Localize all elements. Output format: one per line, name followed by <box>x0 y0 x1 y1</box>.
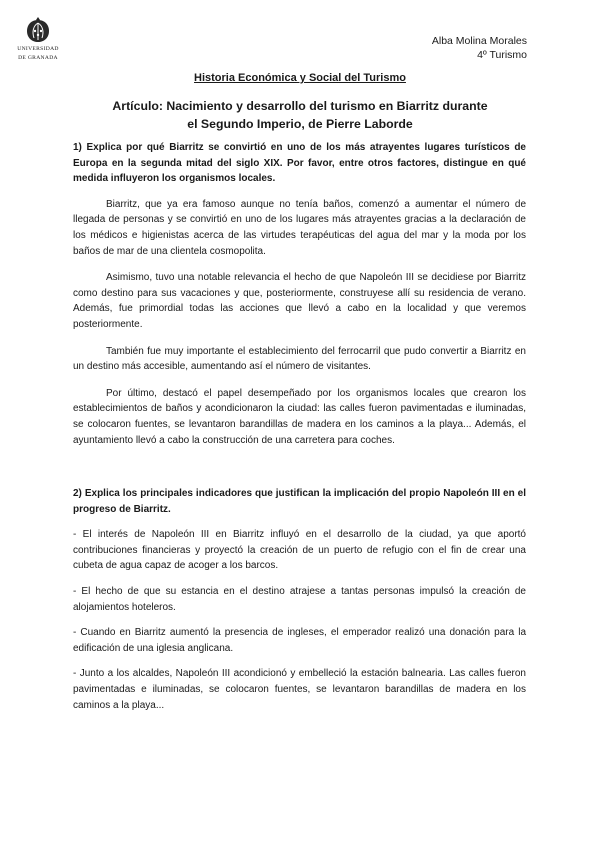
answer-2-bullet-3: - Cuando en Biarritz aumentó la presencia de ingleses, el emperador realizó una donación para la edificación de una iglesia anglicana. <box>73 627 526 654</box>
answer-2-bullet-4: - Junto a los alcaldes, Napoleón III acondicionó y embelleció la estación balnearia. Las calles fueron pavimentadas e iluminadas, se colocaron fuentes, se levantaron barandillas de madera en los caminos a la playa... <box>73 668 526 711</box>
answer-2-bullet-1: - El interés de Napoleón III en Biarritz influyó en el desarrollo de la ciudad, ya que aportó contribuciones financieras y proyectó la creación de un puerto de refugio con el fin de crear una cubeta de agua capaz de acoger a los barcos. <box>73 529 526 572</box>
question-1: 1) Explica por qué Biarritz se convirtió en uno de los más atrayentes lugares turísticos de Europa en la segunda mitad del siglo XIX. Por favor, entre otros factores, distingue en qué medida influyeron los organismos locales. <box>73 142 526 185</box>
answer-1-paragraph-4: Por último, destacó el papel desempeñado por los organismos locales que crearon los establecimientos de baños y acondicionaron la ciudad: las calles fueron pavimentadas e iluminadas, se colocaron fuentes, se levantaron barandillas de madera en los caminos a la playa... Además, el ayuntamiento llevó a cabo la construcción de una carretera para coches. <box>73 387 526 446</box>
document-title: Historia Económica y Social del Turismo <box>194 72 406 84</box>
answer-2-bullet-2: - El hecho de que su estancia en el destino atrajese a tantas personas impulsó la creación de alojamientos hoteleros. <box>73 586 526 613</box>
pomegranate-crest-icon <box>23 14 53 44</box>
question-2: 2) Explica los principales indicadores que justifican la implicación del propio Napoleón III en el progreso de Biarritz. <box>73 488 526 515</box>
university-name-line1: UNIVERSIDAD <box>17 46 59 52</box>
university-logo <box>10 14 66 61</box>
answer-1-paragraph-3: También fue muy importante el establecimiento del ferrocarril que pudo convertir a Biarritz en un destino más accesible, aumentando así el número de visitantes. <box>73 345 526 373</box>
course-label: 4º Turismo <box>477 49 527 61</box>
author-name: Alba Molina Morales <box>431 35 527 47</box>
article-subtitle: Artículo: Nacimiento y desarrollo del turismo en Biarritz durante el Segundo Imperio, de Pierre Laborde <box>112 99 488 131</box>
answer-1-paragraph-1: Biarritz, que ya era famoso aunque no tenía baños, comenzó a aumentar el número de llegada de personas y se convirtió en uno de los lugares más atrayentes gracias a la declaración de los médicos e higienistas acerca de las virtudes terapéuticas del agua del mar y la moda por los baños de mar de una clientela cosmopolita. <box>73 198 526 257</box>
document-body <box>73 140 526 723</box>
university-name-line2: DE GRANADA <box>18 54 58 61</box>
author-block <box>432 34 527 62</box>
answer-1-paragraph-2: Asimismo, tuvo una notable relevancia el hecho de que Napoleón III se decidiese por Biarritz como destino para sus vacaciones y que, posteriormente, construyese allí su residencia de verano. Además, fue primordial todas las acciones que llevó a cabo en la localidad y que veremos posteriormente. <box>73 272 526 330</box>
